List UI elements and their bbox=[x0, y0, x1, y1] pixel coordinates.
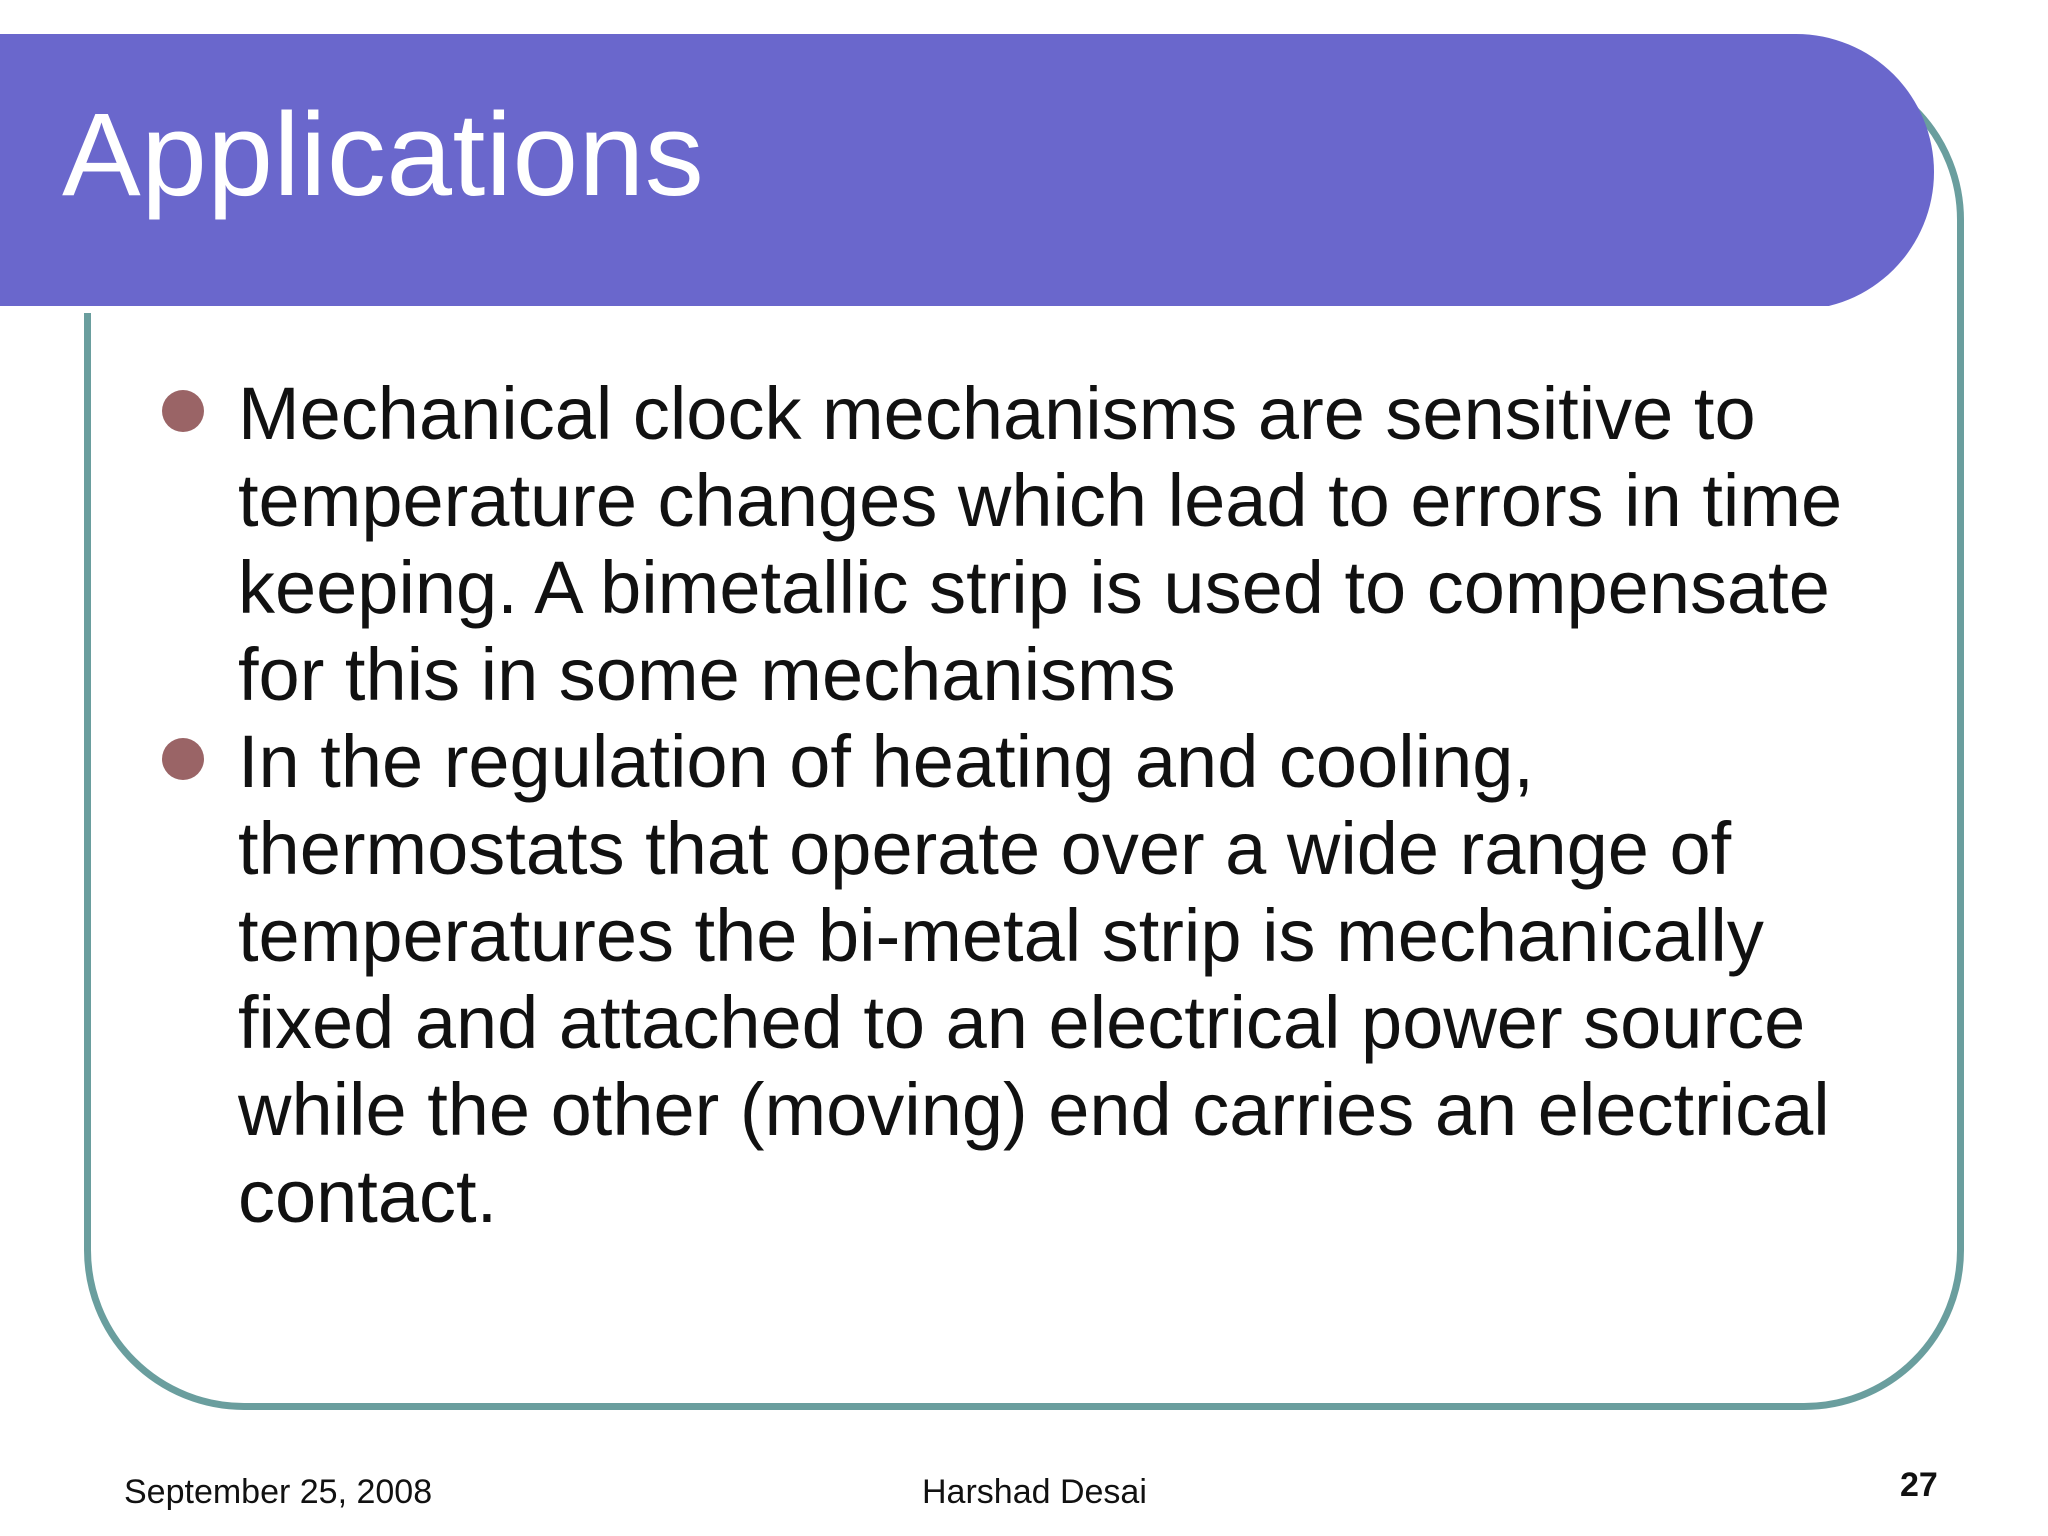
bullet-dot-icon bbox=[162, 738, 204, 780]
page-number: 27 bbox=[1900, 1466, 1938, 1504]
bullet-text: In the regulation of heating and cooling, thermostats that operate over a wide range of temperatures the bi-metal strip is mechanically fixed and attached to an electrical power source while the other (moving) end carries an electrical contact. bbox=[238, 720, 1830, 1238]
bullet-dot-icon bbox=[162, 390, 204, 432]
bullet-item bbox=[160, 370, 1920, 718]
footer-author: Harshad Desai bbox=[922, 1473, 1147, 1511]
bullet-list bbox=[160, 370, 1920, 1240]
bullet-item bbox=[160, 718, 1920, 1240]
bullet-text: Mechanical clock mechanisms are sensitive to temperature changes which lead to errors in time keeping. A bimetallic strip is used to compensate for this in some mechanisms bbox=[238, 372, 1843, 716]
slide-title: Applications bbox=[62, 89, 705, 221]
footer-date: September 25, 2008 bbox=[124, 1473, 433, 1511]
title-underline bbox=[0, 306, 1830, 313]
